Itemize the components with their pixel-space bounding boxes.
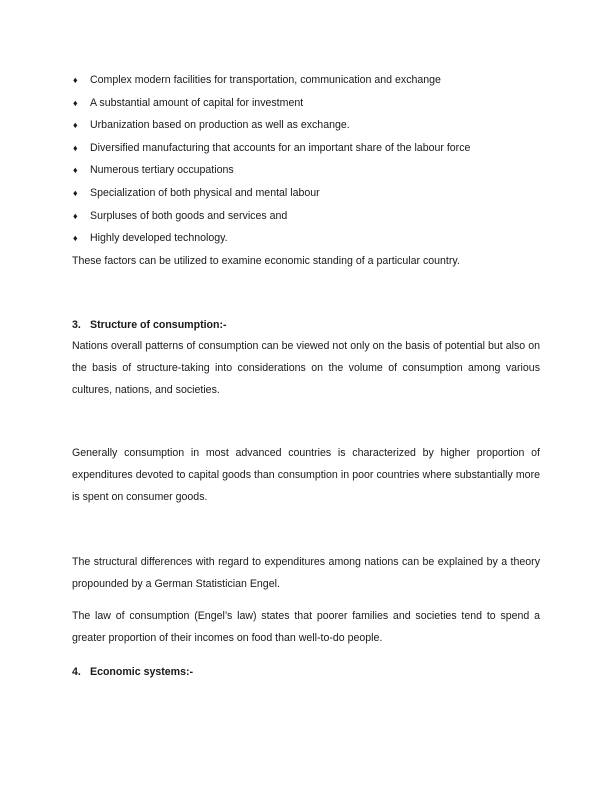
diamond-bullet-icon: ♦ <box>73 142 78 153</box>
section-number: 3. <box>72 319 81 331</box>
section-4-heading <box>72 664 193 681</box>
diamond-bullet-icon: ♦ <box>73 187 78 198</box>
list-item <box>72 72 542 95</box>
list-item-text: Highly developed technology. <box>90 232 228 245</box>
list-item <box>72 117 542 140</box>
diamond-bullet-icon: ♦ <box>73 75 78 85</box>
section-3-paragraph-4: The law of consumption (Engel’s law) states that poorer families and societies tend to spend a greater proportion of their incomes on food than well-to-do people. <box>72 610 540 644</box>
section-title: Economic systems:- <box>90 666 194 678</box>
list-item <box>72 185 542 208</box>
list-item <box>72 140 542 163</box>
section-title: Structure of consumption:- <box>90 319 227 331</box>
section-3-paragraph-2: Generally consumption in most advanced countries is characterized by higher proportion of expenditures devoted to capital goods than consumption in poor countries where substantially more is spent on consumer goods. <box>72 447 540 503</box>
diamond-bullet-icon: ♦ <box>73 210 78 221</box>
list-item-text: Urbanization based on production as well as exchange. <box>90 119 350 132</box>
development-factors-list <box>72 72 542 253</box>
list-item-text: A substantial amount of capital for investment <box>90 96 304 109</box>
section-3-paragraph-3: The structural differences with regard to expenditures among nations can be explained by a theory propounded by a German Statistician Engel. <box>72 556 540 590</box>
diamond-bullet-icon: ♦ <box>73 233 78 244</box>
diamond-bullet-icon: ♦ <box>73 165 78 176</box>
diamond-bullet-icon: ♦ <box>73 97 78 108</box>
summary-line: These factors can be utilized to examine economic standing of a particular country. <box>72 255 460 267</box>
list-item-text: Specialization of both physical and mental labour <box>90 186 320 199</box>
list-item-text: Complex modern facilities for transportation, communication and exchange <box>90 74 441 86</box>
list-item-text: Surpluses of both goods and services and <box>90 209 288 222</box>
list-item-text: Diversified manufacturing that accounts for an important share of the labour force <box>90 141 471 154</box>
list-item <box>72 230 542 253</box>
diamond-bullet-icon: ♦ <box>73 120 78 131</box>
section-number: 4. <box>72 666 81 678</box>
section-3-paragraph-1: Nations overall patterns of consumption can be viewed not only on the basis of potential but also on the basis of structure-taking into considerations on the volume of consumption among various cultures, nations, and societies. <box>72 340 540 396</box>
list-item <box>72 208 542 231</box>
list-item-text: Numerous tertiary occupations <box>90 164 234 177</box>
list-item <box>72 162 542 185</box>
section-3-heading <box>72 317 227 334</box>
list-item <box>72 95 542 118</box>
